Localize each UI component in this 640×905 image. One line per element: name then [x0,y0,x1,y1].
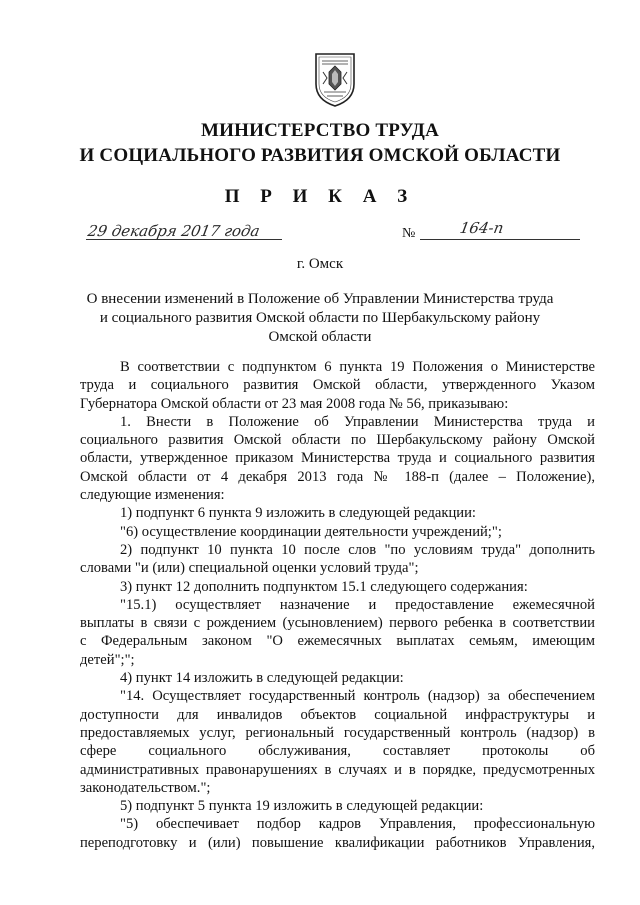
body-line: законодательством."; [80,779,211,796]
title-line: О внесении изменений в Положение об Управлении Министерства труда [86,291,554,307]
title-line: Омской области [268,329,372,345]
body-line: выплаты в связи с рождением (усыновлением) первого ребенка в соответствии [80,615,595,632]
body-line: следующие изменения: [80,487,225,504]
body-line: предоставляемых услуг, региональный государственный контроль (надзор) в [80,724,595,741]
body-line: доступности для инвалидов объектов социальной инфраструктуры и [80,706,595,723]
body-line: с Федеральным законом "О ежемесячных выплатах семьям, имеющим [80,633,595,650]
body-line: Губернатора Омской области от 23 мая 2008 года № 56, приказываю: [80,395,509,412]
order-date: 29 декабря 2017 года [86,222,262,240]
body-line: 1) подпункт 6 пункта 9 изложить в следующей редакции: [120,505,476,522]
body-line: 3) пункт 12 дополнить подпунктом 15.1 следующего содержания: [120,578,528,595]
body-line: 1. Внести в Положение об Управлении Министерства труда и [120,413,595,430]
order-body [80,358,595,852]
document-type-heading: П Р И К А З [224,186,416,207]
ministry-name-line1: МИНИСТЕРСТВО ТРУДА [201,120,439,141]
body-line: переподготовку и (или) повышение квалификации работников Управления, [80,834,595,851]
body-line: административных правонарушениях в случаях и в порядке, предусмотренных [80,761,595,778]
date-underline [86,239,282,240]
body-line: 2) подпункт 10 пункта 10 после слов "по условиям труда" дополнить [120,541,595,558]
body-line: В соответствии с подпунктом 6 пункта 19 Положения о Министерстве [120,359,595,375]
city-name: г. Омск [296,256,344,272]
body-line: 4) пункт 14 изложить в следующей редакции: [120,670,404,687]
body-line: труда и социального развития Омской области, утвержденного Указом [80,377,595,394]
body-line: "6) осуществление координации деятельности учреждений;"; [120,523,502,540]
body-line: "15.1) осуществляет назначение и предоставление ежемесячной [120,596,595,613]
order-number: 164-п [458,219,505,237]
body-line: детей";"; [80,651,135,668]
body-line: социального развития Омской области по Шербакульскому району Омской [80,432,595,449]
body-line: "5) обеспечивает подбор кадров Управления, профессиональную [120,816,595,833]
number-underline [420,239,580,240]
title-line: и социального развития Омской области по Шербакульскому району [99,310,541,326]
body-line: 5) подпункт 5 пункта 19 изложить в следующей редакции: [120,798,484,815]
body-line: словами "и (или) специальной оценки условий труда"; [80,560,419,577]
number-label: № [402,226,416,241]
coat-of-arms-emblem [314,50,356,108]
body-line: области, утвержденное приказом Министерства труда и социального развития [80,450,595,467]
order-title [60,290,580,347]
ministry-name-line2: И СОЦИАЛЬНОГО РАЗВИТИЯ ОМСКОЙ ОБЛАСТИ [79,145,561,166]
body-line: Омской области от 4 декабря 2013 года № 188-п (далее – Положение), [80,468,595,485]
body-line: сфере социального обслуживания, составляет протоколы об [80,743,595,760]
body-line: "14. Осуществляет государственный контроль (надзор) за обеспечением [120,688,595,705]
